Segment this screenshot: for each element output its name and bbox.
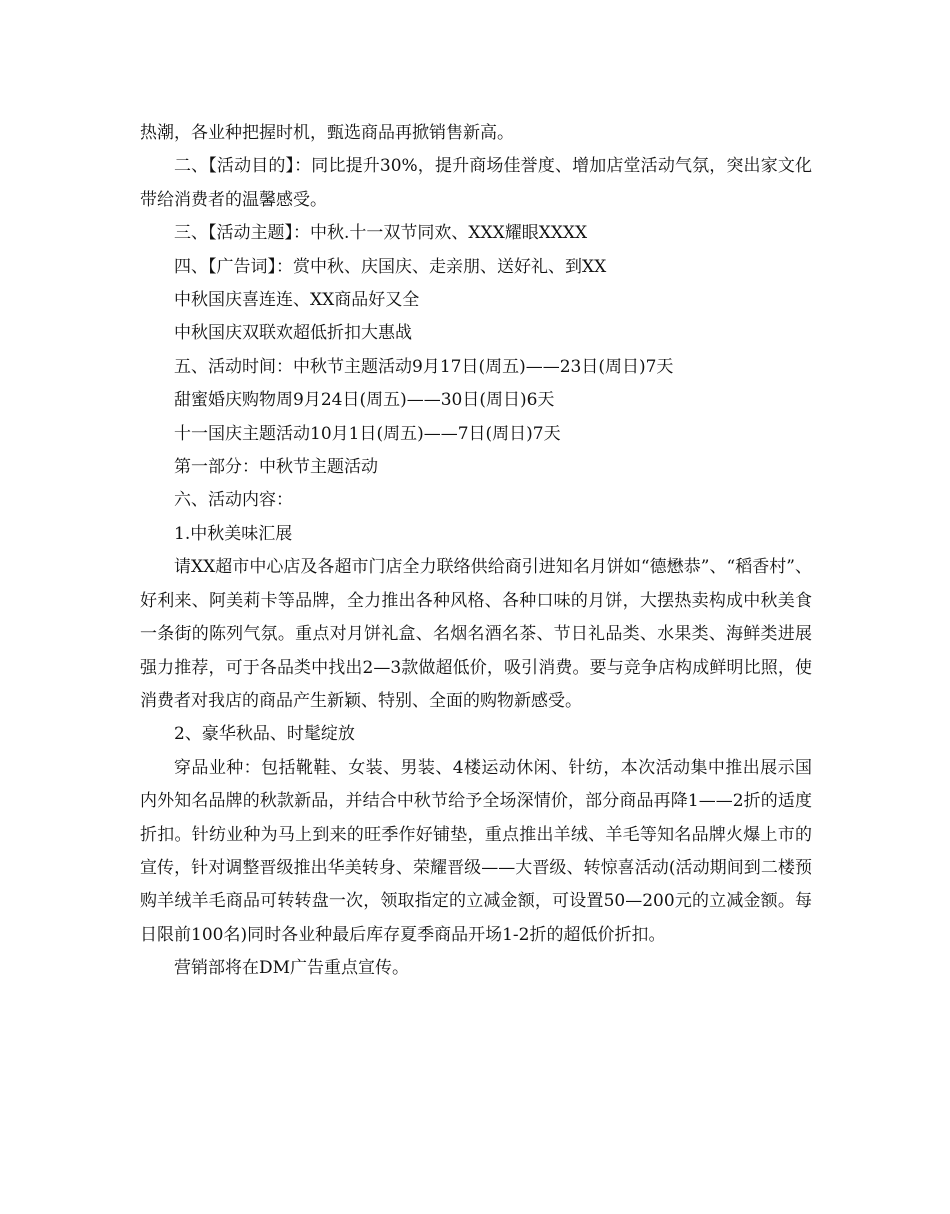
paragraph-item-2-heading: 2、豪华秋品、时髦绽放 [174, 724, 355, 745]
paragraph-item-1-body: 请XX超市中心店及各超市门店全力联络供给商引进知名月饼如“德懋恭”、“稻香村”、好利来、阿美莉卡等品牌，全力推出各种风格、各种口味的月饼，大摆热卖构成中秋美食一条街的陈列气氛。重点对月饼礼盒、名烟名酒名茶、节日礼品类、水果类、海鲜类进展强力推荐，可于各品类中找出2—3款做超低价，吸引消费。要与竞争店构成鲜明比照，使消费者对我店的商品产生新颖、特别、全面的购物新感受。 [140, 557, 812, 711]
paragraph-activity-time: 五、活动时间：中秋节主题活动9月17日(周五)——23日(周日)7天 [174, 356, 674, 377]
paragraph-slogan-line-1: 中秋国庆喜连连、XX商品好又全 [174, 290, 420, 311]
document-page [140, 117, 812, 986]
paragraph-item-2-body: 穿品业种：包括靴鞋、女装、男装、4楼运动休闲、针纺，本次活动集中推出展示国内外知名品牌的秋款新品，并结合中秋节给予全场深情价，部分商品再降1——2折的适度折扣。针纺业种为马上到来的旺季作好铺垫，重点推出羊绒、羊毛等知名品牌火爆上市的宣传，针对调整晋级推出华美转身、荣耀晋级——大晋级、转惊喜活动(活动期间到二楼预购羊绒羊毛商品可转转盘一次，领取指定的立减金额，可设置50—200元的立减金额。每日限前100名)同时各业种最后库存夏季商品开场1-2折的超低价折扣。 [140, 757, 812, 945]
paragraph-wedding-week: 甜蜜婚庆购物周9月24日(周五)——30日(周日)6天 [174, 390, 555, 411]
paragraph-intro-continuation: 热潮，各业种把握时机，甄选商品再掀销售新高。 [140, 123, 514, 143]
paragraph-activity-goal: 二、【活动目的】：同比提升30%，提升商场佳誉度、增加店堂活动气氛，突出家文化带给消费者的温馨感受。 [140, 156, 812, 210]
paragraph-slogan-heading: 四、【广告词】：赏中秋、庆国庆、走亲朋、送好礼、到XX [174, 256, 607, 277]
paragraph-activity-content-heading: 六、活动内容： [174, 490, 293, 511]
paragraph-marketing-note: 营销部将在DM广告重点宣传。 [174, 958, 410, 979]
paragraph-item-1-heading: 1.中秋美味汇展 [174, 523, 293, 544]
paragraph-part-one-heading: 第一部分：中秋节主题活动 [174, 457, 378, 478]
paragraph-activity-theme: 三、【活动主题】：中秋.十一双节同欢、XXX耀眼XXXX [174, 223, 588, 244]
paragraph-national-day: 十一国庆主题活动10月1日(周五)——7日(周日)7天 [174, 423, 561, 444]
paragraph-slogan-line-2: 中秋国庆双联欢超低折扣大惠战 [174, 323, 412, 344]
